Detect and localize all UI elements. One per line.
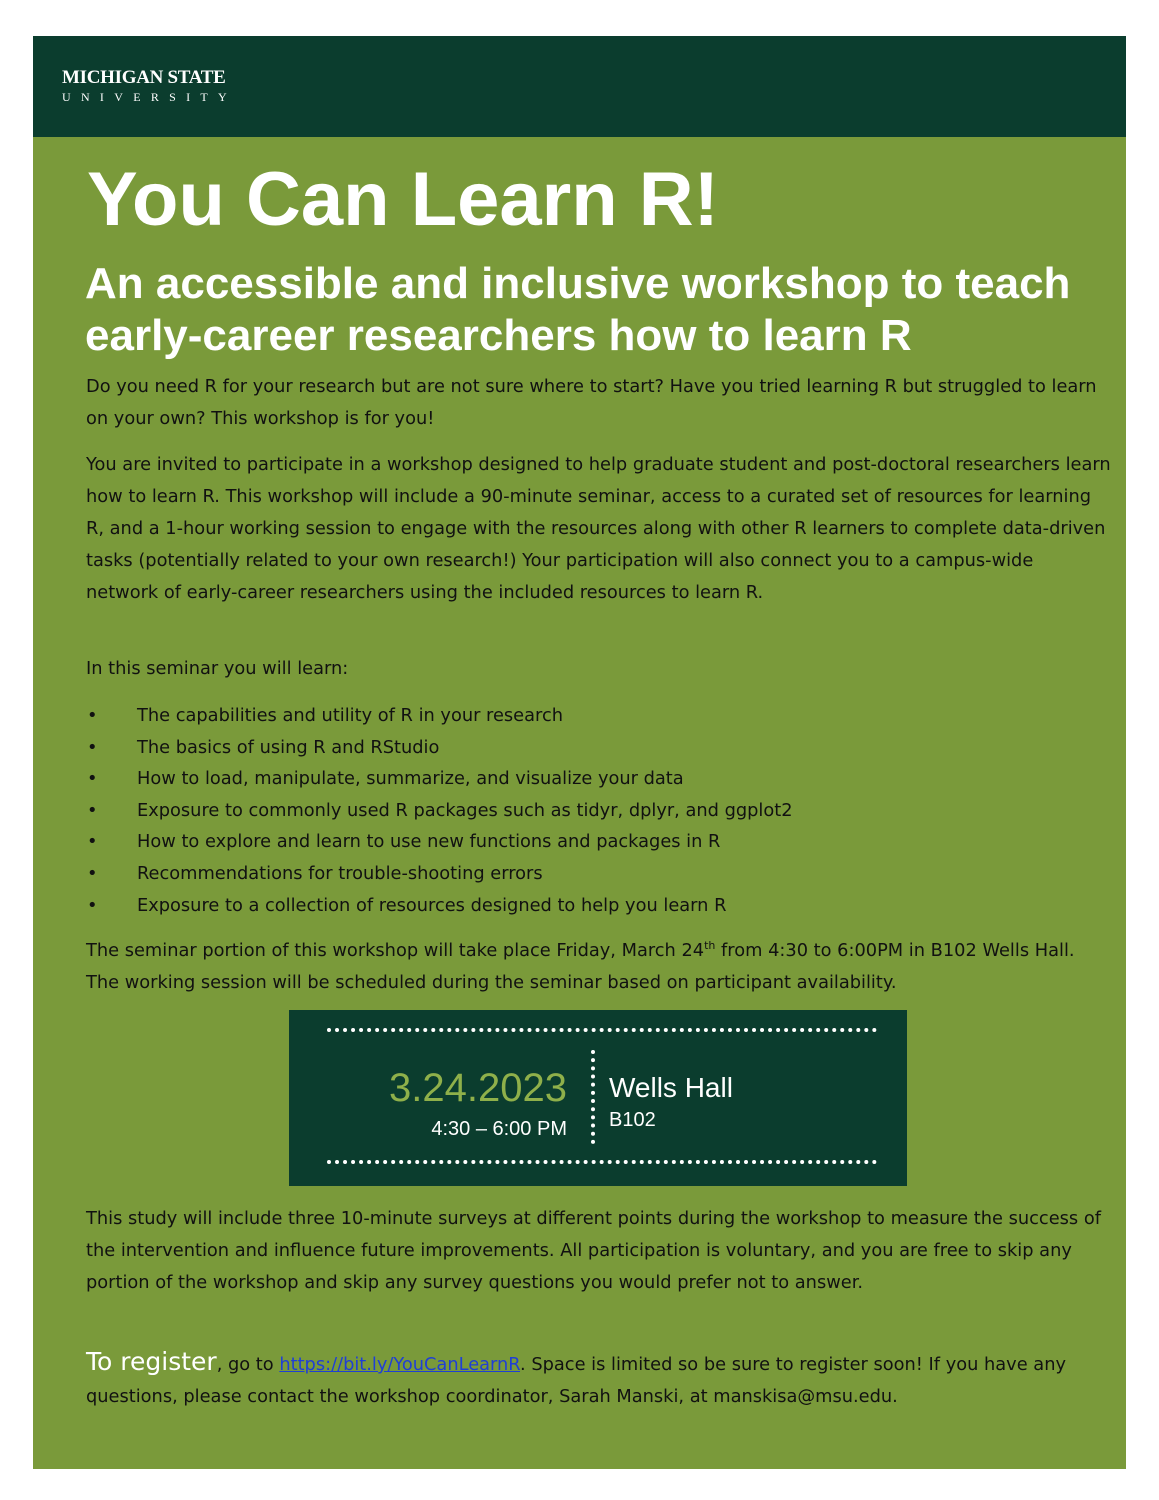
list-item-text: Exposure to a collection of resources designed to help you learn R bbox=[137, 894, 727, 916]
event-room: B102 bbox=[609, 1109, 656, 1131]
bullet-icon: • bbox=[87, 862, 98, 884]
list-item-text: The basics of using R and RStudio bbox=[137, 736, 440, 758]
list-item bbox=[86, 700, 1086, 732]
page-title: You Can Learn R! bbox=[87, 157, 719, 242]
invite-paragraph: You are invited to participate in a workshop designed to help graduate student and post-doctoral researchers learn how to learn R. This workshop will include a 90-minute seminar, access to a curated set of resources for learning R, and a 1-hour working session to engage with the resources along with other R learners to complete data-driven tasks (potentially related to your own research!) Your participation will also connect you to a campus-wide network of early-career researchers using the included resources to learn R. bbox=[86, 454, 1111, 603]
bullet-icon: • bbox=[87, 799, 98, 821]
dotted-divider-vertical bbox=[591, 1050, 595, 1144]
event-date: 3.24.2023 bbox=[389, 1066, 567, 1110]
schedule-text-end: from 4:30 to 6:00PM in B102 Wells Hall. The working session will be scheduled during the seminar based on participant availability. bbox=[86, 940, 1075, 993]
register-lead: To register bbox=[86, 1347, 217, 1376]
page-subtitle: An accessible and inclusive workshop to teach early-career researchers how to learn R bbox=[85, 259, 1071, 360]
bullet-icon: • bbox=[87, 705, 98, 726]
learn-heading: In this seminar you will learn: bbox=[86, 658, 349, 679]
list-item-text: How to load, manipulate, summarize, and visualize your data bbox=[137, 768, 684, 790]
list-item-text: How to explore and learn to use new functions and packages in R bbox=[137, 831, 721, 853]
event-time: 4:30 – 6:00 PM bbox=[431, 1118, 567, 1140]
list-item bbox=[86, 826, 1086, 858]
list-item-text: Recommendations for trouble-shooting errors bbox=[137, 862, 543, 884]
bullet-icon: • bbox=[87, 768, 98, 790]
list-item-text: The capabilities and utility of R in your research bbox=[137, 705, 563, 726]
dotted-divider-bottom bbox=[327, 1160, 877, 1164]
msu-logo bbox=[62, 68, 237, 105]
event-venue: Wells Hall bbox=[609, 1072, 733, 1103]
event-info-box bbox=[289, 1010, 907, 1186]
list-item bbox=[86, 858, 1086, 890]
bullet-icon: • bbox=[87, 831, 98, 853]
bullet-icon: • bbox=[87, 894, 98, 916]
register-go-to: , go to bbox=[216, 1354, 280, 1375]
list-item bbox=[86, 763, 1086, 795]
learn-list bbox=[86, 700, 1086, 921]
register-link[interactable]: https://bit.ly/YouCanLearnR bbox=[279, 1354, 521, 1375]
list-item bbox=[86, 890, 1086, 922]
register-paragraph bbox=[86, 1346, 1111, 1413]
header-bar bbox=[33, 36, 1126, 137]
study-paragraph: This study will include three 10-minute surveys at different points during the workshop to measure the success of the intervention and influence future improvements. All participation is voluntary, and you are free to skip any portion of the workshop and skip any survey questions you would prefer not to answer. bbox=[86, 1208, 1101, 1293]
register-rest: . Space is limited so be sure to register soon! If you have any questions, please contact the workshop coordinator, Sarah Manski, at manskisa@msu.edu. bbox=[86, 1354, 1066, 1407]
logo-line-2: UNIVERSITY bbox=[62, 90, 237, 104]
list-item bbox=[86, 732, 1086, 764]
schedule-paragraph bbox=[86, 935, 1111, 999]
logo-line-1: MICHIGAN STATE bbox=[62, 67, 226, 88]
list-item bbox=[86, 795, 1086, 827]
flyer-page bbox=[33, 36, 1126, 1469]
schedule-day-suffix: th bbox=[704, 939, 716, 953]
schedule-text-start: The seminar portion of this workshop will take place Friday, March 24 bbox=[86, 940, 705, 961]
dotted-divider-top bbox=[327, 1028, 877, 1032]
list-item-text: Exposure to commonly used R packages such as tidyr, dplyr, and ggplot2 bbox=[137, 799, 793, 821]
bullet-icon: • bbox=[87, 736, 98, 758]
intro-paragraph: Do you need R for your research but are not sure where to start? Have you tried learning R but struggled to learn on your own? This workshop is for you! bbox=[86, 376, 1097, 429]
